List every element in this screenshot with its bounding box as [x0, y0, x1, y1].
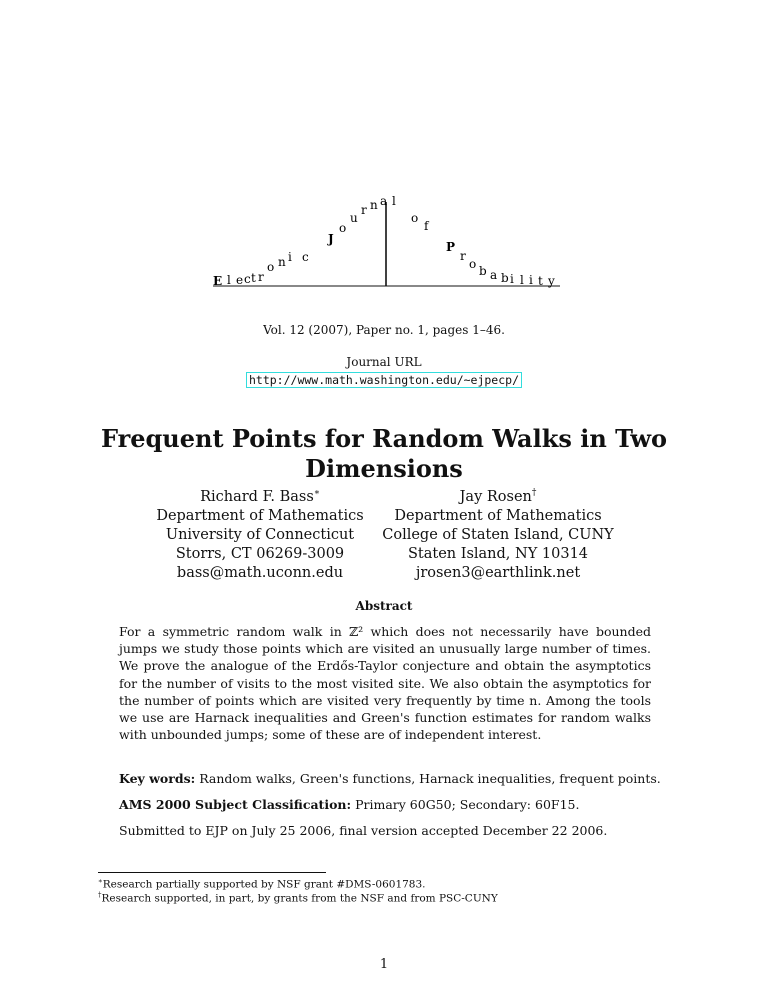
logo-letter: y: [548, 274, 555, 288]
author-block-2: [378, 464, 618, 583]
logo-letter: r: [460, 249, 466, 263]
journal-logo: [0, 0, 768, 300]
keywords-text: Random walks, Green's functions, Harnack inequalities, frequent points.: [199, 771, 661, 786]
logo-letter: c: [244, 272, 251, 286]
logo-letter: c: [302, 250, 309, 264]
logo-letter: l: [520, 273, 524, 287]
logo-letter: r: [361, 203, 367, 217]
submitted-line: Submitted to EJP on July 25 2006, final version accepted December 22 2006.: [119, 823, 608, 838]
author-address: Staten Island, NY 10314: [407, 545, 589, 562]
logo-letter: b: [501, 271, 509, 285]
volume-line: Vol. 12 (2007), Paper no. 1, pages 1–46.: [263, 323, 505, 337]
logo-letter: o: [411, 211, 419, 225]
author-dept: Department of Mathematics: [156, 507, 364, 524]
logo-letter: a: [380, 194, 388, 208]
journal-url-label: Journal URL: [346, 355, 422, 369]
logo-letter: a: [490, 268, 498, 282]
logo-letters: [213, 194, 555, 288]
abstract-heading: Abstract: [355, 599, 413, 613]
author-dept: Department of Mathematics: [394, 507, 602, 524]
logo-letter: f: [424, 219, 429, 233]
logo-letter: n: [370, 198, 378, 212]
footnote-text: Research supported, in part, by grants from the NSF and from PSC-CUNY: [101, 892, 498, 905]
logo-letter: l: [392, 194, 396, 208]
logo-letter: u: [350, 211, 358, 225]
author-name: Jay Rosen†: [459, 488, 537, 505]
footnote-2: [98, 891, 498, 905]
author-institution: College of Staten Island, CUNY: [382, 526, 614, 543]
author-institution: University of Connecticut: [165, 526, 355, 543]
author-mark: †: [531, 488, 537, 498]
logo-letter: i: [529, 273, 533, 287]
author-name: Richard F. Bass∗: [200, 488, 320, 505]
logo-letter: t: [251, 271, 256, 285]
abstract-body: For a symmetric random walk in ℤ² which does not necessarily have bounded jumps we study those points which are visited an unusually large number of times. We prove the analogue of the Erdős-Taylor conjecture and obtain the asymptotics for the number of visits to the most visited site. We also obtain the asymptotics for the number of points which are visited very frequently by time n. Among the tools we use are Harnack inequalities and Green's function estimates for random walks with unbounded jumps; some of these are of independent interest.: [119, 624, 651, 743]
footnote-1: [98, 877, 426, 891]
logo-letter: J: [328, 232, 334, 246]
logo-letter: e: [236, 273, 244, 287]
logo-letter: r: [258, 270, 264, 284]
ams-line: [119, 797, 579, 812]
logo-letter: o: [267, 260, 275, 274]
author-block-1: [140, 464, 380, 583]
ams-text: Primary 60G50; Secondary: 60F15.: [355, 797, 580, 812]
logo-letter: t: [538, 274, 543, 288]
footnote-text: Research partially supported by NSF grant #DMS-0601783.: [102, 878, 426, 891]
logo-letter: E: [213, 274, 223, 288]
ams-label: AMS 2000 Subject Classification:: [119, 797, 352, 812]
author-email[interactable]: jrosen3@earthlink.net: [415, 564, 581, 581]
author-email[interactable]: bass@math.uconn.edu: [176, 564, 344, 581]
keywords-label: Key words:: [119, 771, 196, 786]
footnote-rule: [98, 872, 326, 873]
logo-letter: P: [446, 240, 456, 254]
journal-url-link[interactable]: http://www.math.washington.edu/~ejpecp/: [246, 372, 522, 388]
author-mark: ∗: [313, 488, 320, 498]
logo-letter: i: [288, 250, 292, 264]
logo-letter: n: [278, 255, 286, 269]
footnote-mark: †: [98, 891, 102, 899]
logo-letter: o: [339, 221, 347, 235]
logo-letter: i: [510, 272, 514, 286]
page-number: 1: [379, 957, 389, 972]
logo-letter: l: [227, 273, 231, 287]
paper-title-line1: Frequent Points for Random Walks in Two: [100, 424, 668, 453]
logo-letter: o: [469, 257, 477, 271]
author-address: Storrs, CT 06269-3009: [175, 545, 345, 562]
paper-title-line2: Dimensions: [305, 454, 463, 483]
footnote-mark: ∗: [98, 877, 103, 885]
keywords-line: [119, 771, 661, 786]
logo-letter: b: [479, 264, 487, 278]
